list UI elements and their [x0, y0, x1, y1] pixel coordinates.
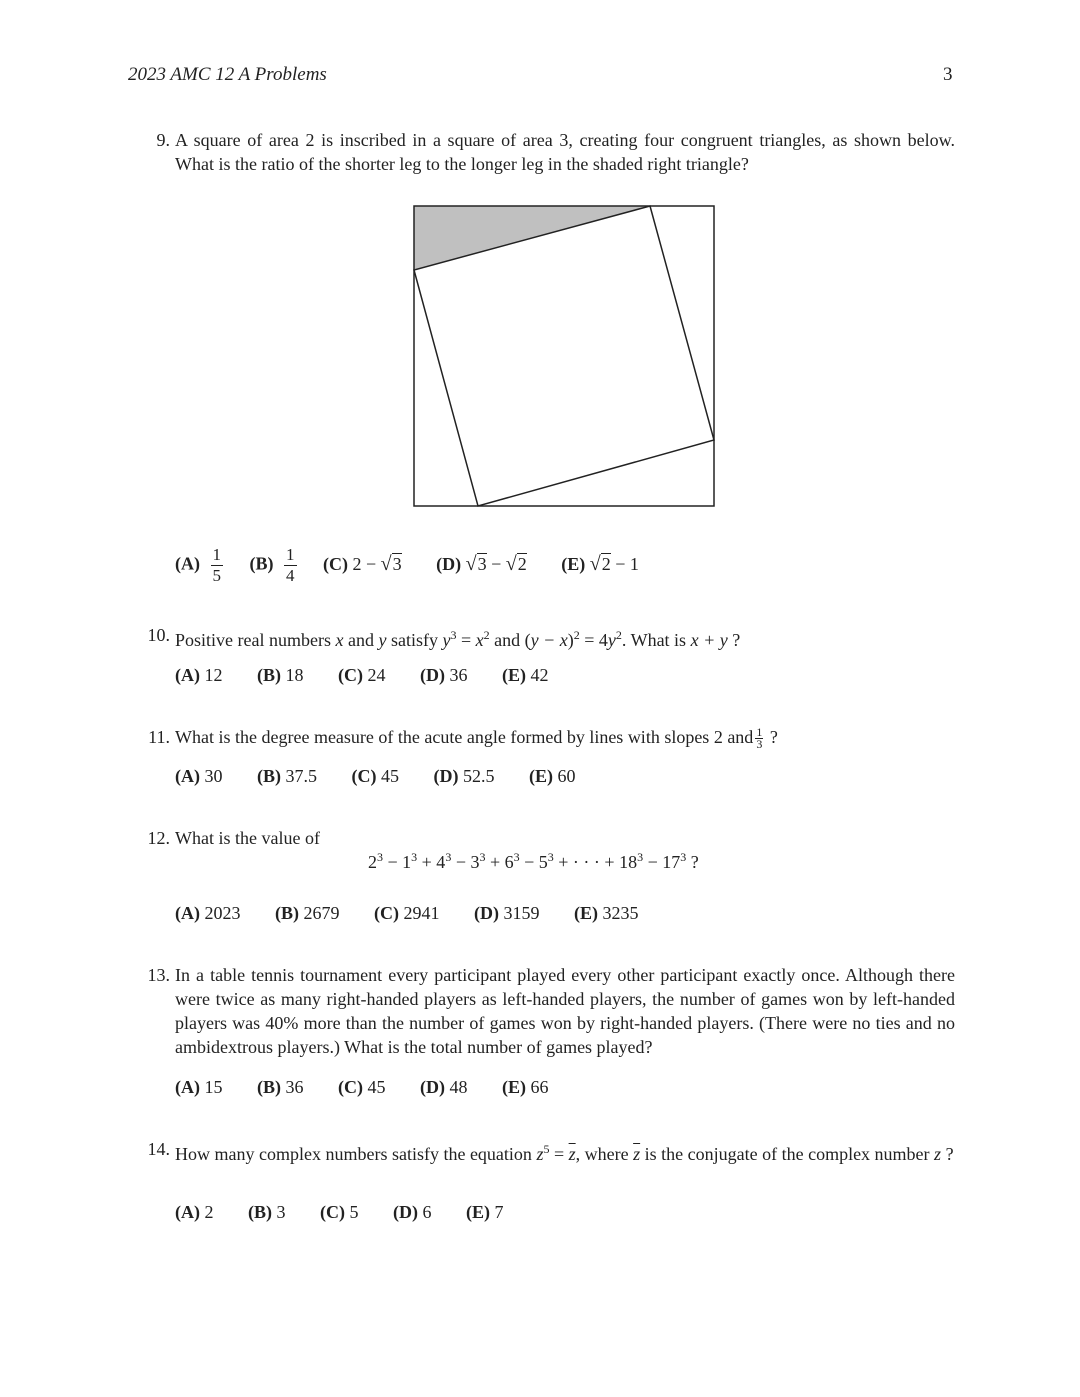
- problem-text-line1: A square of area 2 is inscribed in a square of area 3, creating four congruent triangles, as shown below.: [175, 130, 955, 150]
- choices-10: [175, 665, 579, 686]
- exponent: 2: [483, 628, 490, 642]
- choice-d: [434, 766, 495, 787]
- denominator: 3: [756, 737, 763, 752]
- choice-text: −: [486, 553, 506, 574]
- choice-label: (D): [433, 766, 459, 786]
- choice-e: [574, 903, 639, 924]
- sqrt-icon: √: [589, 552, 601, 575]
- choice-value: 45: [367, 1077, 386, 1097]
- term: + · · · + 18: [553, 852, 638, 872]
- text: ?: [765, 727, 778, 747]
- squares-diagram: [412, 204, 716, 508]
- choice-c: [374, 903, 440, 924]
- text: . What is: [621, 630, 691, 650]
- exponent: 3: [680, 850, 687, 864]
- choice-c: [352, 766, 400, 787]
- choice-value: 30: [204, 766, 223, 786]
- text: and (: [489, 630, 531, 650]
- header-title: 2023 AMC 12 A Problems: [128, 64, 327, 85]
- choice-value: 3: [276, 1202, 286, 1222]
- var-x: x: [335, 630, 344, 650]
- text: ): [567, 630, 574, 650]
- problem-text-line2: What is the ratio of the shorter leg to the longer leg in the shaded right triangle?: [175, 154, 749, 174]
- text: , where: [575, 1144, 634, 1164]
- choice-value: 60: [557, 766, 576, 786]
- problem-number: 12.: [147, 828, 170, 848]
- choice-label: (D): [393, 1202, 418, 1222]
- choice-value: 2023: [204, 903, 241, 923]
- choice-value: 45: [381, 766, 399, 786]
- choice-label: (A): [175, 766, 200, 786]
- choice-value: 66: [530, 1077, 549, 1097]
- choices-14: [175, 1202, 534, 1223]
- choice-label: (C): [338, 665, 363, 685]
- choice-label: (E): [466, 1202, 490, 1222]
- choice-value: 42: [530, 665, 549, 685]
- exponent: 2: [573, 628, 580, 642]
- problem-number: 14.: [147, 1139, 170, 1159]
- choice-value: 36: [449, 665, 468, 685]
- choice-c: [338, 1077, 386, 1098]
- choice-label: (D): [436, 553, 462, 574]
- problem-13: [140, 963, 955, 1059]
- choice-a: [175, 903, 241, 924]
- radicand: 3: [392, 553, 402, 574]
- choice-e: [561, 553, 639, 576]
- term: + 6: [485, 852, 514, 872]
- choice-value: 2941: [403, 903, 440, 923]
- choice-a: [175, 1077, 223, 1098]
- var: y: [442, 630, 451, 650]
- choice-d: [474, 903, 540, 924]
- choice-c: [338, 665, 386, 686]
- radicand: 2: [517, 553, 527, 574]
- problem-text: What is the value of: [175, 828, 320, 848]
- choices-13: [175, 1077, 579, 1098]
- problem-text: [175, 1137, 955, 1166]
- choice-d: [393, 1202, 432, 1223]
- exponent: 3: [637, 850, 644, 864]
- text: satisfy: [386, 630, 443, 650]
- choice-value: 7: [494, 1202, 504, 1222]
- choice-label: (C): [320, 1202, 345, 1222]
- choices-12: [175, 903, 669, 924]
- choice-label: (C): [374, 903, 399, 923]
- choice-label: (B): [249, 553, 274, 574]
- choice-label: (D): [420, 1077, 445, 1097]
- choice-value: 52.5: [463, 766, 495, 786]
- choice-label: (B): [257, 665, 281, 685]
- sqrt-icon: √: [380, 552, 392, 575]
- choice-b: [257, 1077, 304, 1098]
- choice-b: [248, 1202, 286, 1223]
- text: ?: [727, 630, 741, 650]
- choice-label: (A): [175, 1077, 200, 1097]
- choice-value: 2: [204, 1202, 214, 1222]
- choice-b: [257, 766, 317, 787]
- choice-a: [175, 665, 223, 686]
- choices-9: [175, 545, 669, 586]
- fraction: [211, 545, 224, 586]
- fraction: [284, 545, 297, 586]
- exponent: 3: [479, 850, 486, 864]
- choice-d: [420, 665, 468, 686]
- choice-label: (C): [323, 553, 348, 574]
- choice-label: (E): [502, 665, 526, 685]
- choice-d: [436, 553, 527, 576]
- text: =: [456, 630, 476, 650]
- choice-value: 36: [285, 1077, 304, 1097]
- choice-label: (B): [257, 766, 281, 786]
- problem-text: [175, 623, 955, 652]
- problem-9: [140, 128, 955, 176]
- choice-label: (A): [175, 1202, 200, 1222]
- choice-value: 15: [204, 1077, 223, 1097]
- text: What is the degree measure of the acute angle formed by lines with slopes 2 and: [175, 727, 754, 747]
- choice-value: 5: [349, 1202, 359, 1222]
- choice-text: − 1: [610, 553, 639, 574]
- var: x: [475, 630, 484, 650]
- numerator: 1: [756, 725, 763, 740]
- choice-value: 12: [204, 665, 223, 685]
- choice-value: 37.5: [285, 766, 317, 786]
- choice-label: (B): [275, 903, 299, 923]
- var-zbar: $\overline{z}$: [568, 1144, 576, 1164]
- choice-a: [175, 545, 223, 586]
- choice-a: [175, 1202, 214, 1223]
- problem-text: [175, 128, 955, 176]
- choice-e: [502, 1077, 549, 1098]
- choice-label: (B): [248, 1202, 272, 1222]
- choice-value: 24: [367, 665, 386, 685]
- problem-12: [140, 826, 955, 850]
- text: =: [549, 1144, 569, 1164]
- exponent: 3: [450, 628, 457, 642]
- choice-value: 18: [285, 665, 304, 685]
- choice-b: [275, 903, 340, 924]
- term: − 3: [451, 852, 480, 872]
- choice-d: [420, 1077, 468, 1098]
- choice-label: (E): [574, 903, 598, 923]
- choice-value: 48: [449, 1077, 468, 1097]
- term: + 4: [417, 852, 446, 872]
- choice-e: [466, 1202, 504, 1223]
- var-y: y: [378, 630, 387, 650]
- text: = 4: [579, 630, 608, 650]
- problem-14: [140, 1137, 955, 1166]
- exponent: 5: [543, 1142, 550, 1156]
- choice-label: (D): [420, 665, 445, 685]
- choice-label: (E): [529, 766, 553, 786]
- problem-10: [140, 623, 955, 652]
- var: y: [607, 630, 616, 650]
- var-zbar: $\overline{z}$: [633, 1144, 641, 1164]
- choices-11: [175, 766, 606, 787]
- page-number: 3: [943, 64, 953, 85]
- denominator: 5: [212, 566, 221, 585]
- exponent: 3: [377, 850, 383, 864]
- text: and: [343, 630, 379, 650]
- term: − 1: [383, 852, 412, 872]
- var-z: z: [934, 1144, 942, 1164]
- var-z: z: [536, 1144, 544, 1164]
- choice-label: (C): [351, 766, 377, 786]
- exponent: 3: [547, 850, 554, 864]
- choice-label: (B): [257, 1077, 281, 1097]
- display-equation: [368, 850, 699, 873]
- choice-b: [250, 545, 297, 586]
- term: − 17: [643, 852, 681, 872]
- term: 2: [368, 852, 377, 872]
- choice-value: 2679: [303, 903, 340, 923]
- expr: y − x: [530, 630, 568, 650]
- choice-c: [323, 553, 402, 576]
- choice-label: (E): [561, 553, 586, 574]
- choice-label: (A): [175, 665, 200, 685]
- sqrt-icon: √: [465, 552, 477, 575]
- denominator: 4: [286, 566, 295, 585]
- choice-b: [257, 665, 304, 686]
- term: ?: [686, 852, 699, 872]
- problem-number: 11.: [148, 727, 170, 747]
- problem-number: 13.: [147, 965, 170, 985]
- exponent: 3: [411, 850, 418, 864]
- sqrt-icon: √: [505, 552, 517, 575]
- problem-text: In a table tennis tournament every participant played every other participant exactly once. Although there were twice as many right-handed players as left-handed players, the number of games won by left-handed players was 40% more than the number of games won by right-handed players. (There were no ties and no ambidextrous players.) What is the total number of games played?: [175, 965, 955, 1057]
- choice-c: [320, 1202, 359, 1223]
- choice-value: 3159: [503, 903, 540, 923]
- choice-label: (A): [175, 903, 200, 923]
- choice-label: (A): [175, 553, 200, 574]
- radicand: 3: [477, 553, 487, 574]
- choice-a: [175, 766, 223, 787]
- numerator: 1: [212, 545, 221, 564]
- choice-label: (D): [474, 903, 499, 923]
- choice-text: 2 −: [352, 553, 381, 574]
- text: How many complex numbers satisfy the equation: [175, 1144, 537, 1164]
- text: is the conjugate of the complex number: [640, 1144, 935, 1164]
- choice-label: (C): [338, 1077, 363, 1097]
- text: Positive real numbers: [175, 630, 336, 650]
- fraction: [755, 727, 763, 750]
- term: − 5: [519, 852, 548, 872]
- problem-11: [140, 725, 955, 750]
- choice-value: 3235: [602, 903, 639, 923]
- choice-e: [502, 665, 549, 686]
- exponent: 2: [615, 628, 622, 642]
- problem-text: [175, 725, 955, 750]
- radicand: 2: [601, 553, 611, 574]
- choice-label: (E): [502, 1077, 526, 1097]
- choice-value: 6: [422, 1202, 432, 1222]
- exponent: 3: [445, 850, 452, 864]
- expr: x + y: [690, 630, 728, 650]
- choice-e: [529, 766, 576, 787]
- problem-number: 10.: [147, 625, 170, 645]
- text: ?: [941, 1144, 954, 1164]
- exponent: 3: [513, 850, 520, 864]
- problem-number: 9.: [156, 130, 170, 150]
- numerator: 1: [286, 545, 295, 564]
